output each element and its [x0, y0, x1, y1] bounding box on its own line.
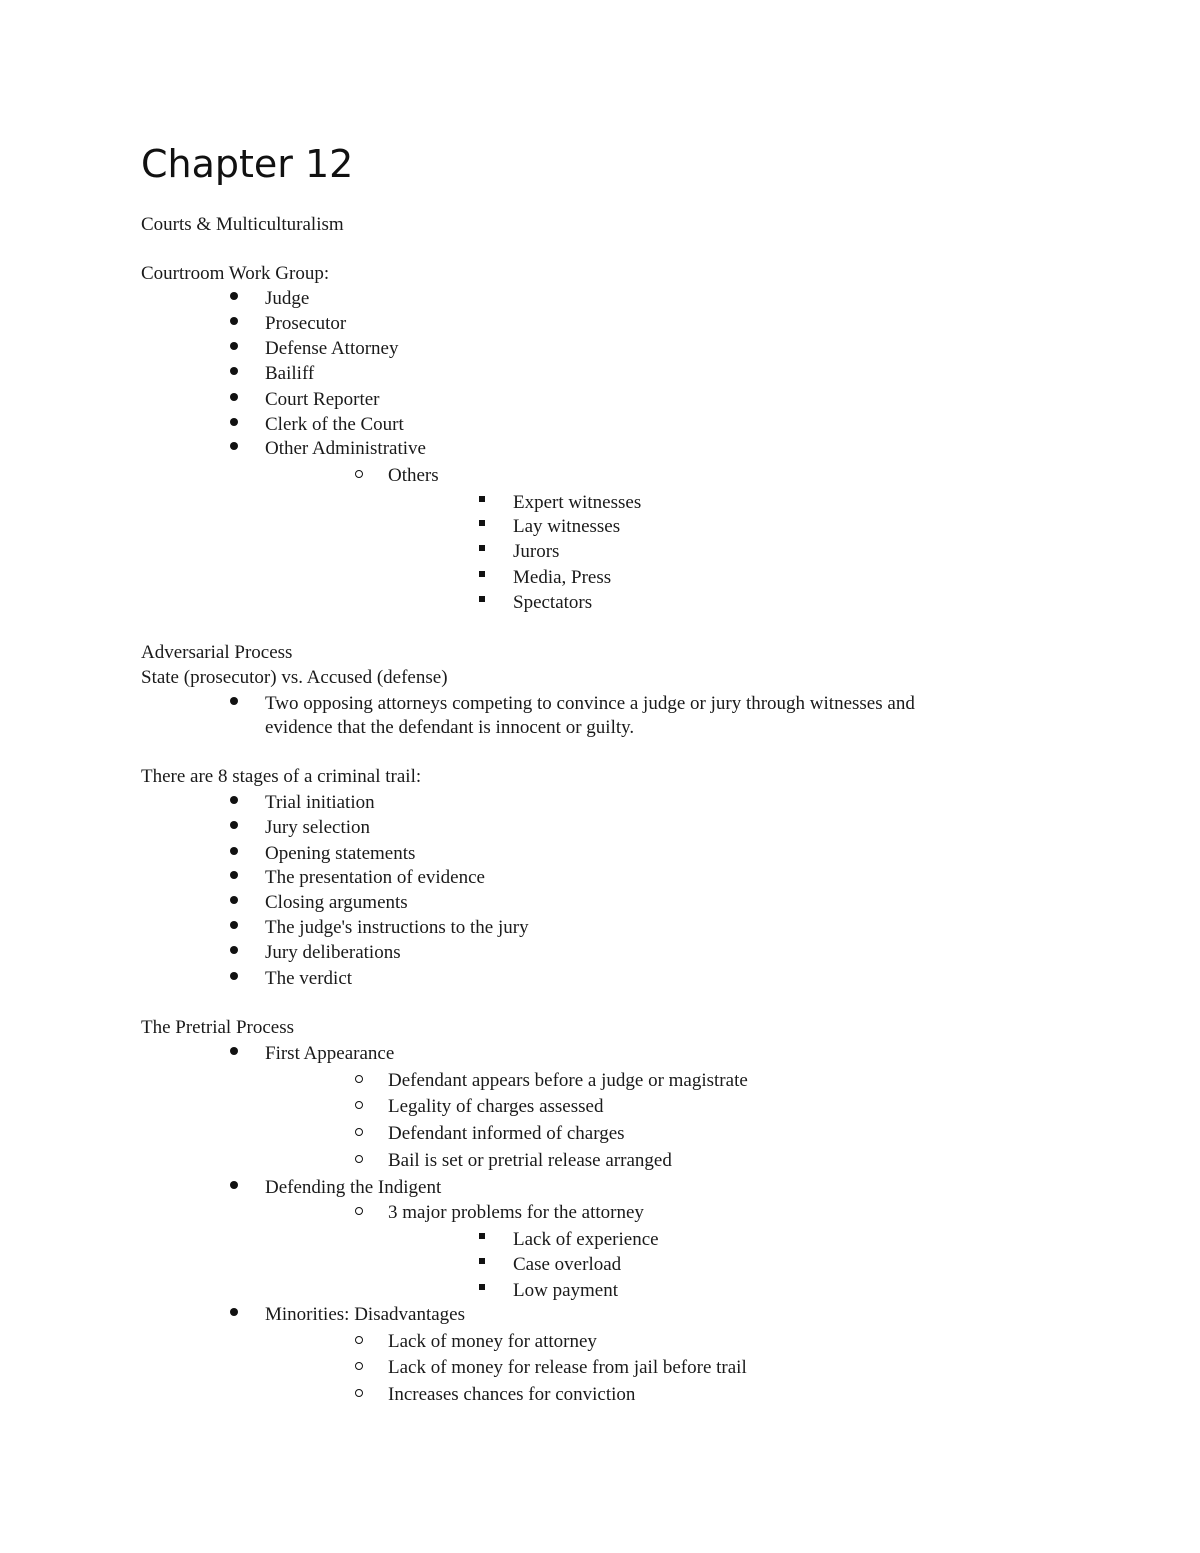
bullet-icon — [228, 437, 240, 461]
bullet-icon — [228, 337, 240, 361]
bullet-icon — [228, 916, 240, 940]
hollow-bullet-icon — [353, 1122, 365, 1146]
hollow-bullet-icon — [353, 1356, 365, 1380]
bullet-icon — [228, 842, 240, 866]
square-bullet-icon — [476, 1279, 488, 1303]
list-item-continuation: evidence that the defendant is innocent or guilty. — [265, 717, 635, 738]
bullet-icon — [228, 1176, 240, 1200]
bullet-icon — [228, 891, 240, 915]
hollow-bullet-icon — [353, 464, 365, 488]
square-bullet-icon — [476, 591, 488, 615]
bullet-icon — [228, 1303, 240, 1327]
page-title: Chapter 12 — [141, 142, 354, 186]
bullet-icon — [228, 941, 240, 965]
square-bullet-icon — [476, 515, 488, 539]
square-bullet-icon — [476, 491, 488, 515]
square-bullet-icon — [476, 1253, 488, 1277]
square-bullet-icon — [476, 540, 488, 564]
hollow-bullet-icon — [353, 1383, 365, 1407]
hollow-bullet-icon — [353, 1069, 365, 1093]
bullet-icon — [228, 287, 240, 311]
bullet-icon — [228, 1042, 240, 1066]
hollow-bullet-icon — [353, 1149, 365, 1173]
adversarial-heading: Adversarial Process — [141, 642, 293, 663]
hollow-bullet-icon — [353, 1095, 365, 1119]
bullet-icon — [228, 362, 240, 386]
pretrial-heading: The Pretrial Process — [141, 1017, 295, 1038]
adversarial-subheading: State (prosecutor) vs. Accused (defense) — [141, 667, 448, 688]
stages-heading: There are 8 stages of a criminal trail: — [141, 766, 422, 787]
hollow-bullet-icon — [353, 1201, 365, 1225]
subtitle: Courts & Multiculturalism — [141, 214, 344, 235]
document-page: Chapter 12 Courts & Multiculturalism Courtroom Work Group: Judge Prosecutor Defense Attorney Bailiff Court Reporter Clerk of the Court Other Administrative Others Expert witnesses Lay witnesses Jurors Media, Press Spectators Adversarial Process State (prosecutor) vs. Accused (defense) Two opposing attorneys competing to convince a judge or jury through witnesses and evidence that the defendant is innocent or guilty. There are 8 stages of a criminal trail: Trial initiation Jury selection Opening statements The presentation of evidence Closing arguments The judge's instructions to the jury Jury deliberations The verdict The Pretrial Process First Appearance Defendant appears before a judge or magistrate Legality of charges assessed Defendant informed of charges Bail is set or pretrial release arranged Defending the Indigent 3 major problems for the attorney Lack of experience Case overload Low payment Minorities: Disadvantages Lack of money for attorney Lack of money for release from jail before trail Increases chances for conviction — [141, 142, 915, 1405]
bullet-icon — [228, 816, 240, 840]
bullet-icon — [228, 388, 240, 412]
bullet-icon — [228, 692, 240, 716]
square-bullet-icon — [476, 1228, 488, 1252]
hollow-bullet-icon — [353, 1330, 365, 1354]
bullet-icon — [228, 866, 240, 890]
work-group-heading: Courtroom Work Group: — [141, 263, 330, 284]
bullet-icon — [228, 967, 240, 991]
bullet-icon — [228, 413, 240, 437]
bullet-icon — [228, 791, 240, 815]
square-bullet-icon — [476, 566, 488, 590]
bullet-icon — [228, 312, 240, 336]
